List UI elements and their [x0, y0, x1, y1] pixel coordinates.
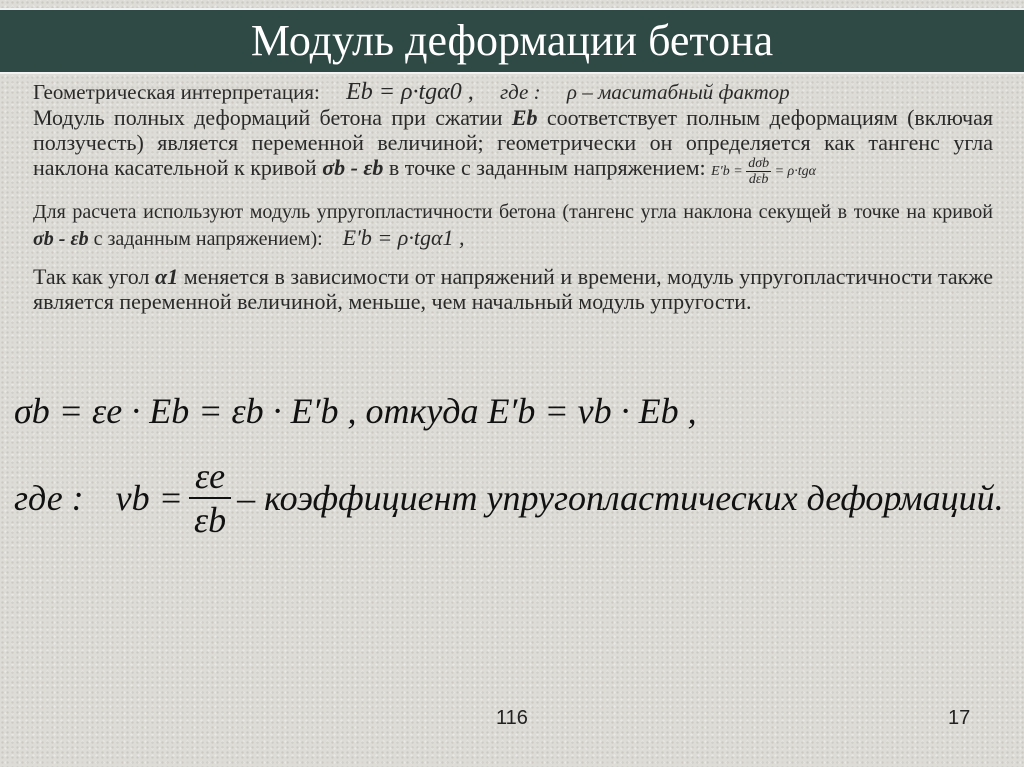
- tangent-denominator: dεb: [748, 172, 769, 188]
- tangent-lhs: E′b =: [711, 164, 743, 179]
- eq2-lhs: νb =: [115, 478, 183, 518]
- full-modulus-text-a: Модуль полных деформаций бетона при сжатии: [33, 105, 503, 130]
- paragraph-geometric: [33, 80, 993, 105]
- tangent-numerator: dσb: [748, 156, 770, 172]
- paragraph-full-modulus: [33, 105, 993, 187]
- geometric-label: Геометрическая интерпретация:: [33, 80, 320, 104]
- elastoplastic-text-b: с заданным напряжением):: [93, 228, 323, 251]
- page-title: Модуль деформации бетона: [250, 16, 774, 65]
- tangent-fraction: [746, 156, 771, 187]
- eq2-numerator: εe: [189, 455, 231, 499]
- equation-stress-text: σb = εe · Eb = εb · E′b , откуда E′b = νb · Eb ,: [14, 391, 697, 431]
- full-modulus-text-c: в точке с заданным напряжением:: [388, 155, 706, 180]
- formula-secant: E′b = ρ·tgα1 ,: [342, 225, 465, 251]
- slide-content: [33, 80, 993, 314]
- rho-definition: ρ – маситабный фактор: [566, 80, 790, 104]
- curve-symbol-1: σb - εb: [322, 155, 384, 180]
- page-number-right: 17: [948, 707, 971, 729]
- elastoplastic-text-a: Для расчета используют модуль упругопластичности бетона (тангенс угла наклона секущей в точке на кривой: [33, 201, 993, 224]
- formula-tangent: [711, 156, 816, 188]
- eq2-rhs: – коэффициент упругопластических деформаций.: [237, 478, 1004, 518]
- eq2-fraction: [189, 455, 231, 541]
- curve-symbol-2: σb - εb: [33, 228, 89, 251]
- angle-text-a: Так как угол: [33, 264, 150, 290]
- page-number-center: 116: [496, 707, 528, 729]
- tangent-rhs: = ρ·tgα: [774, 164, 816, 179]
- equation-stress: [14, 390, 697, 432]
- full-modulus-text-b: соответствует полным деформациям (включая ползучесть) является переменной величиной; геометрически он определяется как тангенс угла наклона касательной к кривой: [33, 105, 994, 180]
- angle-text-b: меняется в зависимости от напряжений и времени, модуль упругопластичности также является переменной величиной, меньше, чем начальный модуль упругости.: [33, 264, 994, 315]
- paragraph-angle: [33, 264, 993, 314]
- formula-e0: Eb = ρ·tgα0 ,: [346, 79, 474, 105]
- equation-coefficient: [14, 455, 1004, 541]
- title-bar: [0, 8, 1024, 74]
- where-label: где :: [499, 80, 541, 104]
- eb-symbol: Eb: [511, 105, 538, 130]
- eq2-where: где :: [14, 478, 84, 518]
- paragraph-elastoplastic: [33, 199, 993, 252]
- eq2-denominator: εb: [193, 500, 227, 540]
- alpha-symbol: α1: [155, 264, 179, 290]
